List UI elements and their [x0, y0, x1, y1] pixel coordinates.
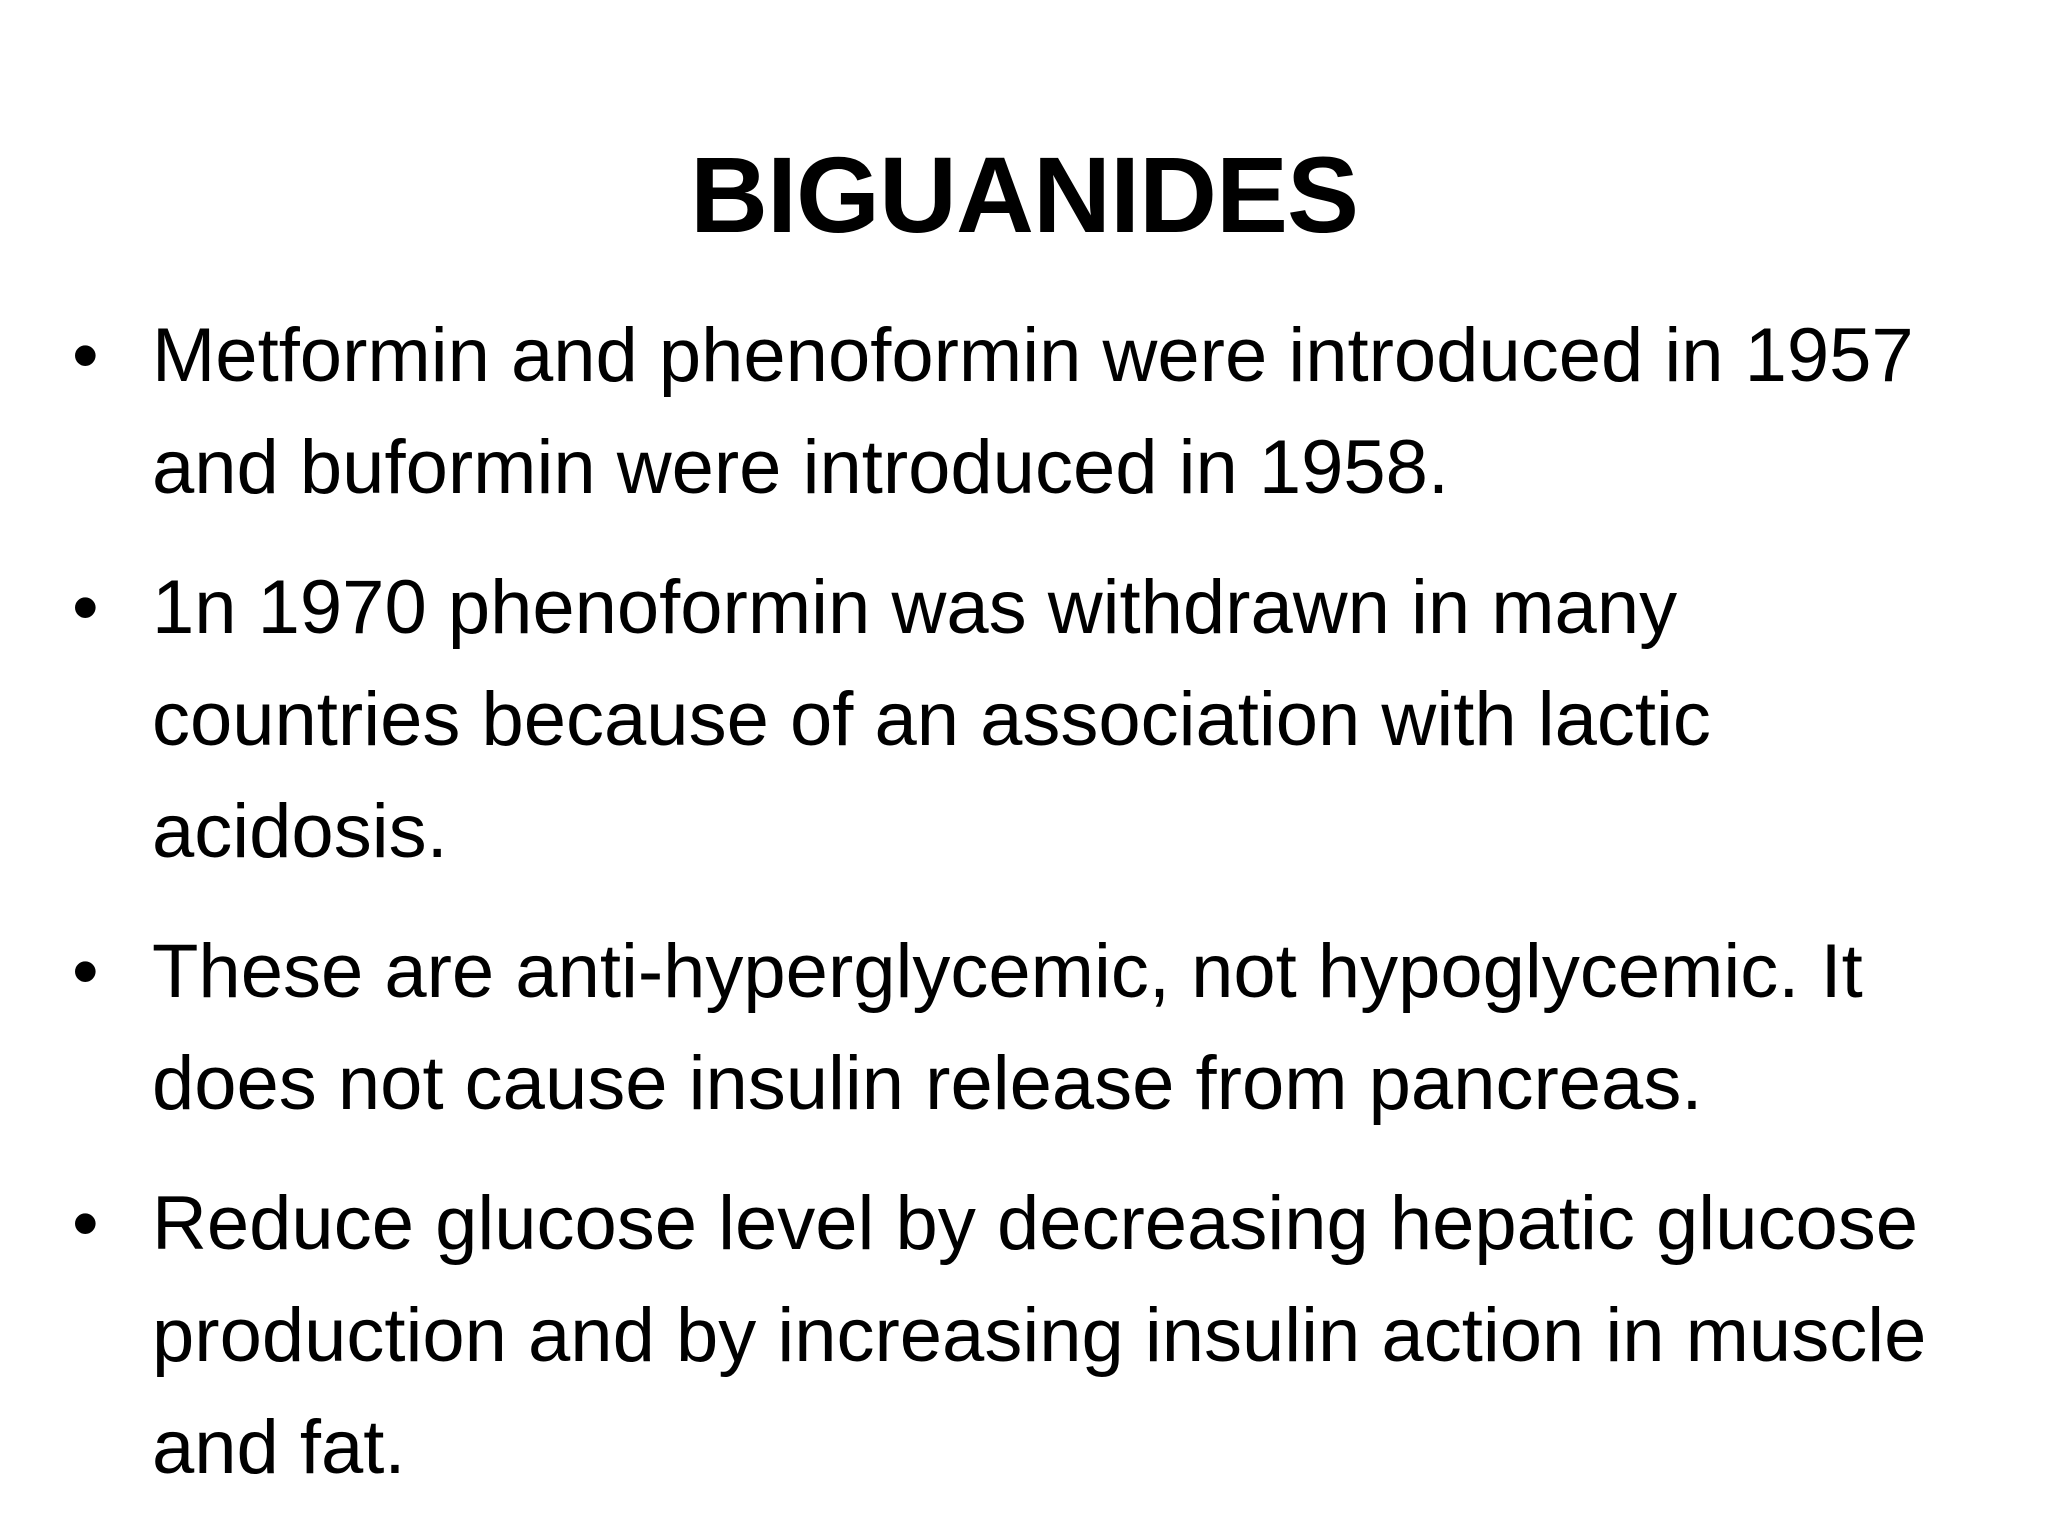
bullet-dot-icon: •	[72, 1181, 99, 1266]
bullet-dot-icon: •	[72, 313, 99, 398]
bullet-item-4	[72, 1168, 1992, 1504]
bullet-item-1	[72, 300, 1992, 524]
bullet-dot-icon: •	[72, 565, 99, 650]
bullet-item-3	[72, 916, 1992, 1140]
bullet-text-3: These are anti-hyperglycemic, not hypoglycemic. It does not cause insulin release from pancreas.	[152, 929, 1863, 1126]
bullet-text-1: Metformin and phenoformin were introduced in 1957 and buformin were introduced in 1958.	[152, 313, 1914, 510]
bullet-dot-icon: •	[72, 929, 99, 1014]
bullet-list	[72, 300, 1992, 1532]
bullet-text-2: 1n 1970 phenoformin was withdrawn in many countries because of an association with lactic acidosis.	[152, 565, 1711, 874]
bullet-text-4: Reduce glucose level by decreasing hepatic glucose production and by increasing insulin action in muscle and fat.	[152, 1181, 1927, 1490]
slide-title: BIGUANIDES	[689, 134, 1359, 255]
bullet-item-2	[72, 552, 1992, 888]
